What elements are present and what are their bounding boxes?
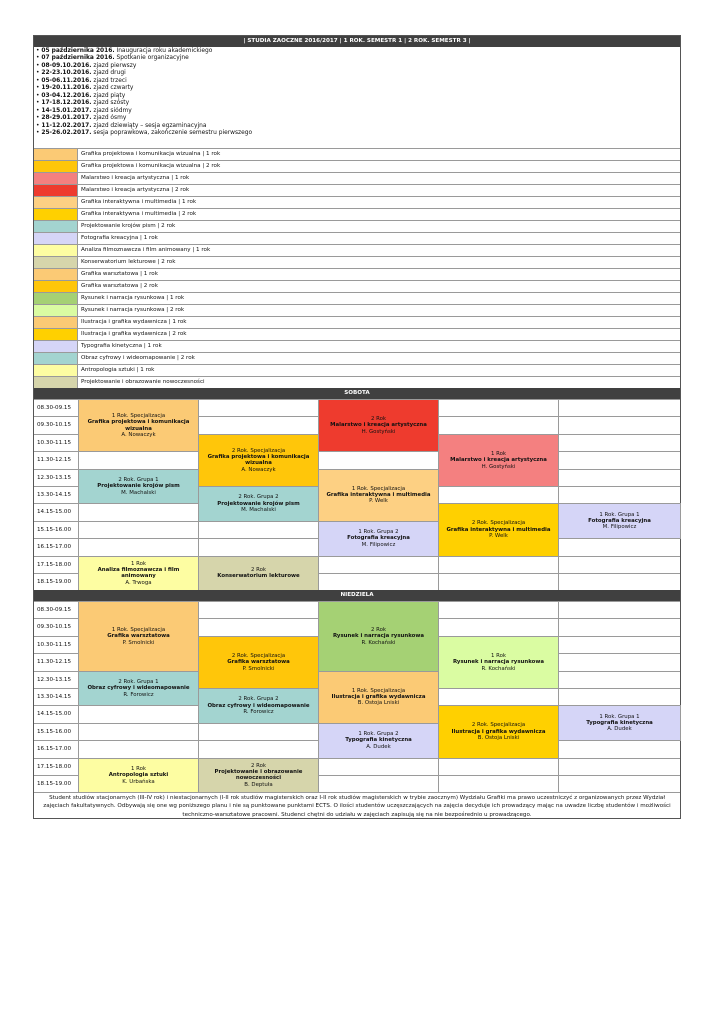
class-group: 2 Rok. Grupa 2 xyxy=(238,696,279,703)
time-label: 08.30-09.15 xyxy=(37,405,72,411)
legend-label: Grafika interaktywna i multimedia | 1 rok xyxy=(81,198,197,205)
legend-row xyxy=(34,304,680,316)
date-line xyxy=(36,100,676,107)
class-teacher: B. Ostoja Lniski xyxy=(477,735,520,742)
class-group: 2 Rok. Grupa 2 xyxy=(238,494,279,501)
class-title: Grafika projektowa i komunikacja wizualna xyxy=(207,453,310,467)
date-line xyxy=(36,93,676,100)
class-group: 2 Rok. Grupa 1 xyxy=(118,476,159,483)
time-label: 12.30-13.15 xyxy=(37,676,72,683)
time-label: 12.30-13.15 xyxy=(37,474,72,481)
legend-swatch xyxy=(34,245,78,256)
legend-swatch xyxy=(34,305,78,316)
legend-label: Malarstwo i kreacja artystyczna | 1 rok xyxy=(81,174,190,181)
class-block[interactable] xyxy=(318,399,439,452)
legend-row xyxy=(34,364,680,376)
legend-row xyxy=(34,256,680,268)
class-block[interactable] xyxy=(438,503,559,556)
class-title: Obraz cyfrowy i wideomapowanie xyxy=(87,685,190,692)
class-block[interactable] xyxy=(438,636,559,689)
date-line xyxy=(36,78,676,85)
legend-label: Grafika warsztatowa | 2 rok xyxy=(81,282,158,289)
bullet-icon: • xyxy=(36,85,42,92)
legend-swatch xyxy=(34,353,78,364)
class-teacher: M. Machalski xyxy=(241,507,276,514)
class-block[interactable] xyxy=(558,705,681,741)
legend-swatch xyxy=(34,161,78,172)
day-header-saturday: SOBOTA xyxy=(34,388,680,399)
bullet-icon: • xyxy=(36,70,42,77)
class-group: 1 Rok. Specjalizacja xyxy=(111,412,166,419)
class-title: Typografia kinetyczna xyxy=(586,720,653,727)
time-label: 08.30-09.15 xyxy=(37,607,72,613)
legend-label: Projektowanie i obrazowanie nowoczesności xyxy=(81,378,205,385)
date-text: zjazd ósmy xyxy=(91,115,127,122)
class-group: 1 Rok. Specjalizacja xyxy=(111,626,166,633)
legend-swatch xyxy=(34,209,78,220)
date-line xyxy=(36,115,676,122)
date-text: zjazd dziewiąty – sesja egzaminacyjna xyxy=(91,122,207,129)
class-teacher: P. Smolnicki xyxy=(122,639,155,646)
class-teacher: K. Urbańska xyxy=(122,778,155,785)
class-teacher: B. Deptuła xyxy=(244,781,273,788)
class-block[interactable] xyxy=(78,556,199,592)
class-teacher: M. Filipowicz xyxy=(602,524,637,531)
class-teacher: H. Gostyński xyxy=(481,463,516,470)
date-line xyxy=(36,63,676,70)
legend-label: Konserwatorium lekturowe | 2 rok xyxy=(81,258,176,265)
date-value: 28-29.01.2017. xyxy=(41,115,92,122)
legend-label: Malarstwo i kreacja artystyczna | 2 rok xyxy=(81,186,190,193)
class-group: 1 Rok xyxy=(130,765,147,772)
time-label: 16.15-17.00 xyxy=(37,746,72,753)
legend-label: Projektowanie krojów pism | 2 rok xyxy=(81,222,176,229)
time-label: 14.15-15.00 xyxy=(37,509,72,516)
class-title: Malarstwo i kreacja artystyczna xyxy=(330,422,427,429)
date-value: 05 października 2016. xyxy=(41,48,115,54)
class-teacher: A. Dudek xyxy=(366,743,391,750)
legend-swatch xyxy=(34,173,78,184)
class-teacher: A. Dudek xyxy=(607,726,632,733)
legend-row xyxy=(34,268,680,280)
legend-swatch xyxy=(34,317,78,328)
class-title: Konserwatorium lekturowe xyxy=(217,573,300,580)
class-teacher: R. Kochański xyxy=(481,665,516,672)
class-group: 2 Rok. Specjalizacja xyxy=(231,447,286,454)
class-group: 1 Rok xyxy=(490,652,507,659)
class-block[interactable] xyxy=(438,705,559,758)
bullet-icon: • xyxy=(36,100,42,107)
legend-swatch xyxy=(34,197,78,208)
legend-swatch xyxy=(34,365,78,376)
date-text: zjazd pierwszy xyxy=(91,62,137,69)
time-row xyxy=(34,451,680,468)
class-block[interactable] xyxy=(78,399,199,452)
date-line xyxy=(36,70,676,77)
date-text: sesja poprawkowa, zakończenie semestru pierwszego xyxy=(91,129,253,136)
date-line xyxy=(36,108,676,115)
legend-label: Fotografia kreacyjna | 1 rok xyxy=(81,234,158,241)
legend-label: Grafika warsztatowa | 1 rok xyxy=(81,270,158,277)
class-block[interactable] xyxy=(558,503,681,539)
legend-row xyxy=(34,244,680,256)
date-line xyxy=(36,55,676,62)
day-header-sunday: NIEDZIELA xyxy=(34,590,680,601)
class-group: 2 Rok xyxy=(370,415,387,422)
date-text: zjazd siódmy xyxy=(91,107,132,114)
class-block[interactable] xyxy=(198,434,319,487)
class-block[interactable] xyxy=(78,671,199,707)
class-title: Rysunek i narracja rysunkowa xyxy=(453,659,544,666)
date-text: Spotkanie organizacyjne xyxy=(114,55,189,62)
class-group: 1 Rok. Grupa 1 xyxy=(599,511,640,518)
bullet-icon: • xyxy=(36,92,42,99)
class-teacher: M. Filipowicz xyxy=(361,541,396,548)
grid-divider xyxy=(558,601,559,792)
class-title: Grafika interaktywna i multimedia xyxy=(446,526,551,533)
class-teacher: R. Forowicz xyxy=(243,709,274,716)
class-title: Grafika projektowa i komunikacja wizualna xyxy=(87,419,190,432)
date-value: 17-18.12.2016. xyxy=(41,100,92,107)
legend-row xyxy=(34,208,680,220)
bullet-icon: • xyxy=(36,48,42,54)
legend-label: Grafika projektowa i komunikacja wizualna | 1 rok xyxy=(81,150,221,157)
legend-swatch xyxy=(34,221,78,232)
time-label: 18.15-19.00 xyxy=(37,579,72,585)
time-label: 11.30-12.15 xyxy=(37,457,72,464)
date-value: 07 października 2016. xyxy=(41,55,115,62)
class-title: Obraz cyfrowy i wideomapowanie xyxy=(207,702,310,709)
date-text: zjazd szósty xyxy=(91,100,130,107)
time-label: 09.30-10.15 xyxy=(37,624,72,631)
bullet-icon: • xyxy=(36,55,42,62)
class-block[interactable] xyxy=(318,601,439,672)
date-value: 19-20.11.2016. xyxy=(41,85,92,92)
class-group: 1 Rok. Grupa 2 xyxy=(358,731,399,738)
footer-note: Student studiów stacjonarnych (III-IV rok) i niestacjonarnych (I-II rok studiów magisterskich oraz I-II rok studiów magisterskich w trybie zaocznym) Wydziału Grafiki ma prawo uczestniczyć z organizowanych przez Wydział zajęciach fakultatywnych. Odbywają się one wg poniższego planu i nie są punktowane punktami ECTS. O ilości studentów uczęszczających na zajęcia decyduje ich prowadzący mając na uwadze liczbę studentów i możliwości techniczno-warsztatowe pracowni. Studenci chętni do udziału w zajęciach zapisują się na nie bezpośrednio u prowadzącego. xyxy=(43,795,671,818)
legend-row xyxy=(34,184,680,196)
time-label: 11.30-12.15 xyxy=(37,659,72,666)
time-label: 15.15-16.00 xyxy=(37,526,72,533)
legend-swatch xyxy=(34,233,78,244)
class-teacher: M. Machalski xyxy=(121,489,156,496)
header-title-bar: | STUDIA ZAOCZNE 2016/2017 | 1 ROK. SEMESTR 1 | 2 ROK. SEMESTR 3 | xyxy=(34,36,680,47)
class-teacher: A. Trwoga xyxy=(125,579,152,586)
class-group: 1 Rok xyxy=(490,450,507,457)
time-label: 17.15-18.00 xyxy=(37,763,72,770)
class-teacher: H. Gostyński xyxy=(361,428,396,435)
class-group: 2 Rok xyxy=(250,762,267,769)
legend-label: Ilustracja i grafika wydawnicza | 2 rok xyxy=(81,330,187,337)
class-block[interactable] xyxy=(78,758,199,794)
class-group: 2 Rok xyxy=(250,567,267,574)
legend-row xyxy=(34,160,680,172)
legend-swatch xyxy=(34,149,78,160)
class-title: Antropologia sztuki xyxy=(108,772,169,779)
note-divider xyxy=(34,792,680,793)
legend-swatch xyxy=(34,257,78,268)
legend-row xyxy=(34,232,680,244)
date-value: 25-26.02.2017. xyxy=(41,129,92,136)
class-title: Projektowanie krojów pism xyxy=(97,483,180,490)
legend-row xyxy=(34,316,680,328)
legend-label: Obraz cyfrowy i wideomapowanie | 2 rok xyxy=(81,354,195,361)
class-teacher: P. Welk xyxy=(489,533,508,540)
class-group: 1 Rok. Specjalizacja xyxy=(351,687,406,694)
class-group: 1 Rok. Specjalizacja xyxy=(351,485,406,492)
bullet-icon: • xyxy=(36,77,42,84)
class-block[interactable] xyxy=(318,469,439,522)
class-block[interactable] xyxy=(198,758,319,794)
class-title: Analiza filmoznawcza i film animowany xyxy=(97,567,180,580)
class-title: Projektowanie i obrazowanie nowoczesności xyxy=(214,769,303,782)
class-block[interactable] xyxy=(318,671,439,724)
class-group: 2 Rok. Specjalizacja xyxy=(471,520,526,527)
class-title: Malarstwo i kreacja artystyczna xyxy=(450,457,547,464)
class-title: Typografia kinetyczna xyxy=(345,737,412,744)
legend-row xyxy=(34,376,680,388)
legend-label: Rysunek i narracja rysunkowa | 1 rok xyxy=(81,294,185,301)
time-label: 10.30-11.15 xyxy=(37,439,72,446)
class-group: 2 Rok. Specjalizacja xyxy=(471,722,526,729)
legend-swatch xyxy=(34,341,78,352)
legend-label: Analiza filmoznawcza i film animowany | 1 rok xyxy=(81,246,211,253)
class-teacher: B. Ostoja Lniski xyxy=(357,700,400,707)
class-group: 1 Rok. Grupa 1 xyxy=(599,713,640,720)
class-teacher: A. Nowaczyk xyxy=(241,466,276,473)
time-label: 14.15-15.00 xyxy=(37,711,72,718)
bullet-icon: • xyxy=(36,122,42,129)
legend-label: Grafika projektowa i komunikacja wizualna | 2 rok xyxy=(81,162,221,169)
date-value: 11-12.02.2017. xyxy=(41,122,92,129)
date-value: 14-15.01.2017. xyxy=(41,107,92,114)
date-value: 22-23.10.2016. xyxy=(41,70,92,77)
date-line xyxy=(36,123,676,130)
bullet-icon: • xyxy=(36,107,42,114)
class-block[interactable] xyxy=(318,723,439,759)
legend-row xyxy=(34,220,680,232)
date-value: 03-04.12.2016. xyxy=(41,92,92,99)
class-group: 2 Rok. Specjalizacja xyxy=(231,652,286,659)
date-value: 05-06.11.2016. xyxy=(41,77,92,84)
legend-row xyxy=(34,148,680,160)
class-block[interactable] xyxy=(198,636,319,689)
class-block[interactable] xyxy=(78,469,199,505)
date-text: zjazd trzeci xyxy=(91,77,127,84)
class-title: Grafika interaktywna i multimedia xyxy=(326,491,431,498)
class-title: Ilustracja i grafika wydawnicza xyxy=(331,693,426,700)
class-block[interactable] xyxy=(198,688,319,724)
legend-row xyxy=(34,352,680,364)
class-title: Projektowanie krojów pism xyxy=(217,500,300,507)
class-teacher: R. Kochański xyxy=(361,639,396,646)
legend-row xyxy=(34,196,680,208)
legend-row xyxy=(34,292,680,304)
bullet-icon: • xyxy=(36,129,42,136)
time-label: 17.15-18.00 xyxy=(37,561,72,568)
class-teacher: R. Forowicz xyxy=(123,691,154,698)
bullet-icon: • xyxy=(36,115,42,122)
bullet-icon: • xyxy=(36,62,42,69)
legend-row xyxy=(34,340,680,352)
legend-row xyxy=(34,328,680,340)
class-group: 2 Rok xyxy=(370,626,387,633)
time-label: 13.30-14.15 xyxy=(37,694,72,700)
legend-swatch xyxy=(34,185,78,196)
class-block[interactable] xyxy=(198,486,319,522)
date-line xyxy=(36,85,676,92)
legend-label: Rysunek i narracja rysunkowa | 2 rok xyxy=(81,306,185,313)
date-text: zjazd drugi xyxy=(91,70,126,77)
class-title: Fotografia kreacyjna xyxy=(347,535,410,542)
legend-label: Antropologia sztuki | 1 rok xyxy=(81,366,155,373)
legend-label: Typografia kinetyczna | 1 rok xyxy=(81,342,162,349)
legend-swatch xyxy=(34,281,78,292)
class-title: Grafika warsztatowa xyxy=(107,633,170,640)
time-label: 13.30-14.15 xyxy=(37,492,72,498)
time-label: 09.30-10.15 xyxy=(37,422,72,429)
schedule-sheet xyxy=(33,35,681,819)
grid-divider xyxy=(558,399,559,590)
date-text: Inauguracja roku akademickiego xyxy=(114,48,213,54)
legend-row xyxy=(34,280,680,292)
class-block[interactable] xyxy=(78,601,199,672)
legend-swatch xyxy=(34,329,78,340)
time-label: 15.15-16.00 xyxy=(37,728,72,735)
legend-label: Ilustracja i grafika wydawnicza | 1 rok xyxy=(81,318,187,325)
class-teacher: A. Nowaczyk xyxy=(121,432,156,438)
date-text: zjazd czwarty xyxy=(91,85,134,92)
class-block[interactable] xyxy=(198,556,319,592)
class-group: 1 Rok xyxy=(130,560,147,567)
class-title: Rysunek i narracja rysunkowa xyxy=(333,633,424,640)
class-title: Ilustracja i grafika wydawnicza xyxy=(451,728,546,735)
class-title: Fotografia kreacyjna xyxy=(588,518,651,525)
legend-swatch xyxy=(34,269,78,280)
class-group: 2 Rok. Grupa 1 xyxy=(118,678,159,685)
class-group: 1 Rok. Grupa 2 xyxy=(358,529,399,536)
class-block[interactable] xyxy=(318,521,439,557)
legend-swatch xyxy=(34,293,78,304)
date-line xyxy=(36,130,676,137)
date-text: zjazd piąty xyxy=(91,92,126,99)
time-label: 18.15-19.00 xyxy=(37,781,72,787)
time-label: 10.30-11.15 xyxy=(37,641,72,648)
dates-list xyxy=(36,48,676,137)
date-value: 08-09.10.2016. xyxy=(41,62,92,69)
legend-swatch xyxy=(34,377,78,388)
time-label: 16.15-17.00 xyxy=(37,544,72,551)
class-block[interactable] xyxy=(438,434,559,487)
legend-label: Grafika interaktywna i multimedia | 2 rok xyxy=(81,210,197,217)
class-teacher: P. Smolnicki xyxy=(242,665,275,672)
class-teacher: P. Welk xyxy=(369,498,388,505)
legend-row xyxy=(34,172,680,184)
class-title: Grafika warsztatowa xyxy=(227,659,290,666)
